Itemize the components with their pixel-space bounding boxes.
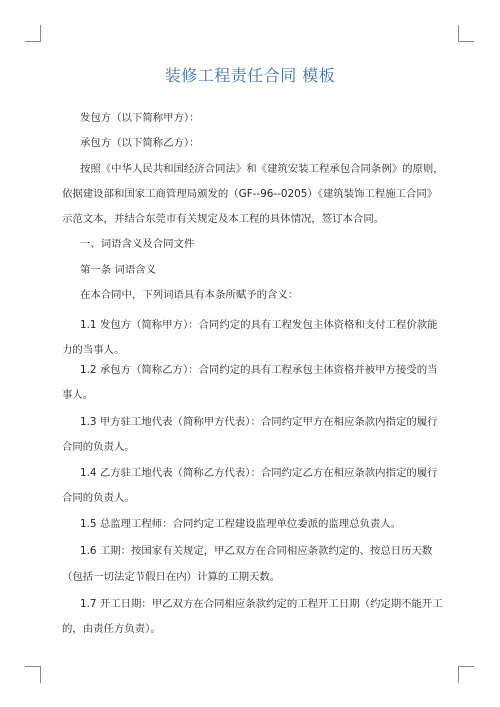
paragraph-line: 1.4 乙方驻工地代表（简称乙方代表）：合同约定乙方在相应条款内指定的履行 <box>80 467 438 479</box>
paragraph-line: 示范文本，并结合东莞市有关规定及本工程的具体情况，签订本合同。 <box>62 213 385 225</box>
paragraph-line: 的，由责任方负责）。 <box>62 623 161 635</box>
paragraph-line: 事人。 <box>62 389 94 401</box>
paragraph-line: 1.1 发包方（简称甲方）：合同约定的具有工程发包主体资格和支付工程价款能 <box>80 319 438 331</box>
crop-mark-bottom-left <box>25 666 41 667</box>
crop-mark-top-right <box>458 41 474 42</box>
document-title: 装修工程责任合同 模板 <box>164 66 336 85</box>
paragraph-line: （包括一切法定节假日在内）计算的工期天数。 <box>62 571 281 583</box>
paragraph-line: 力的当事人。 <box>62 344 125 356</box>
paragraph-line: 合同的负责人。 <box>62 492 135 504</box>
crop-mark-top-right <box>458 25 459 42</box>
paragraph-line: 按照《中华人民共和国经济合同法》和《建筑安装工程承包合同条例》的原则， <box>80 163 444 175</box>
crop-mark-top-left <box>25 41 41 42</box>
paragraph-line: 1.5 总监理工程师：合同约定工程建设监理单位委派的监理总负责人。 <box>80 518 402 530</box>
crop-mark-bottom-right <box>458 666 459 683</box>
paragraph-line: 1.2 承包方（简称乙方）：合同约定的具有工程承包主体资格并被甲方接受的当 <box>80 364 438 376</box>
paragraph-line: 1.6 工期：按国家有关规定，甲乙双方在合同相应条款约定的、按总日历天数 <box>80 545 433 557</box>
crop-mark-bottom-left <box>40 666 41 683</box>
paragraph-line: 承包方（以下简称乙方）： <box>80 137 200 149</box>
paragraph-line: 一、词语含义及合同文件 <box>80 238 195 250</box>
paragraph-line: 依据建设部和国家工商管理局颁发的（GF--96--0205）《建筑装饰工程施工合同》 <box>62 188 438 200</box>
paragraph-line: 发包方（以下简称甲方）： <box>80 112 200 124</box>
paragraph-line: 1.3 甲方驻工地代表（简称甲方代表）：合同约定甲方在相应条款内指定的履行 <box>80 416 438 428</box>
paragraph-line: 第一条 词语含义 <box>80 264 157 276</box>
crop-mark-bottom-right <box>458 666 474 667</box>
paragraph-line: 在本合同中，下列词语具有本条所赋予的含义： <box>80 289 299 301</box>
paragraph-line: 1.7 开工日期：甲乙双方在合同相应条款约定的工程开工日期（约定期不能开工 <box>80 598 443 610</box>
crop-mark-top-left <box>40 25 41 42</box>
paragraph-line: 合同的负责人。 <box>62 441 135 453</box>
